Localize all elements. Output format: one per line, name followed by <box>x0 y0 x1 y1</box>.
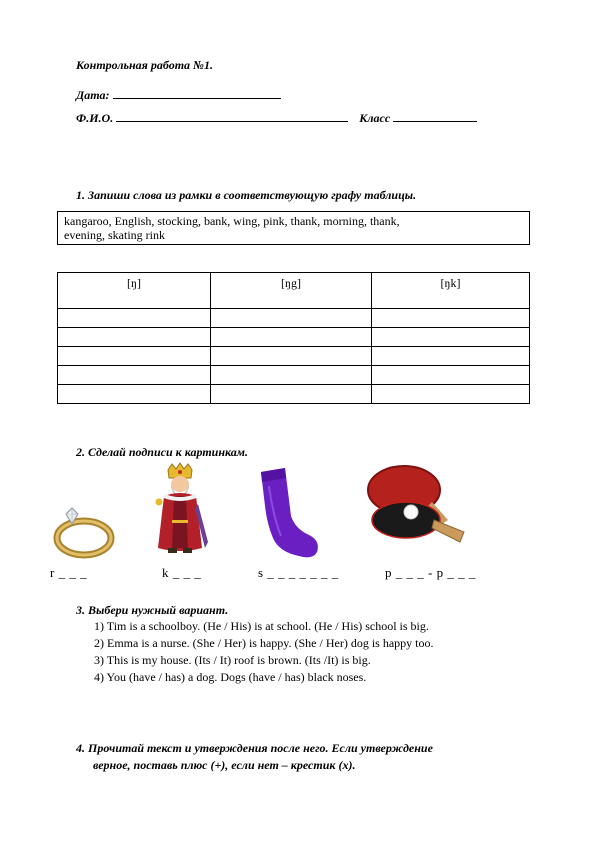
task4-heading-line-2: верное, поставь плюс (+), если нет – крестик (x). <box>93 758 356 772</box>
table-cell[interactable] <box>58 385 211 404</box>
class-label: Класс <box>359 111 391 125</box>
king-icon <box>150 462 212 558</box>
table-cell[interactable] <box>372 385 530 404</box>
table-cell[interactable] <box>372 347 530 366</box>
table-row <box>58 347 530 366</box>
table-row <box>58 309 530 328</box>
table-cell[interactable] <box>58 366 211 385</box>
date-label: Дата: <box>76 88 110 102</box>
worksheet-title: Контрольная работа №1. <box>76 58 214 72</box>
task4-heading <box>76 740 433 774</box>
ring-icon <box>52 500 118 562</box>
task4-heading-line-1: 4. Прочитай текст и утверждения после него. Если утверждение <box>76 741 433 755</box>
task2-heading: 2. Сделай подписи к картинкам. <box>76 445 249 459</box>
column-header: [ŋk] <box>372 273 530 309</box>
table-cell[interactable] <box>211 328 372 347</box>
task1-heading: 1. Запиши слова из рамки в соответствующую графу таблицы. <box>76 188 417 202</box>
table-cell[interactable] <box>211 347 372 366</box>
task3-list <box>94 618 434 686</box>
list-item: 3) This is my house. (Its / It) roof is brown. (Its /It) is big. <box>94 653 371 667</box>
list-item: 2) Emma is a nurse. (She / Her) is happy. (She / Her) dog is happy too. <box>94 636 434 650</box>
fio-field[interactable] <box>116 110 348 122</box>
name-class-row <box>76 110 477 126</box>
table-cell[interactable] <box>372 366 530 385</box>
table-cell[interactable] <box>58 347 211 366</box>
list-item: 1) Tim is a schoolboy. (He / His) is at school. (He / His) school is big. <box>94 619 429 633</box>
sorting-table <box>57 272 530 404</box>
table-header-row <box>58 273 530 309</box>
word-box <box>57 211 530 245</box>
task3-heading: 3. Выбери нужный вариант. <box>76 603 229 617</box>
caption-ping-pong: p _ _ _ - p _ _ _ <box>385 565 476 580</box>
class-field[interactable] <box>393 110 477 122</box>
table-row <box>58 366 530 385</box>
table-cell[interactable] <box>211 366 372 385</box>
column-header: [ŋg] <box>211 273 372 309</box>
list-item: 4) You (have / has) a dog. Dogs (have / has) black noses. <box>94 670 367 684</box>
word-box-line-2: evening, skating rink <box>64 228 165 242</box>
stocking-icon <box>255 466 325 560</box>
table-cell[interactable] <box>211 309 372 328</box>
column-header: [ŋ] <box>58 273 211 309</box>
caption-ring: r _ _ _ <box>50 565 88 580</box>
date-field[interactable] <box>113 87 281 99</box>
fio-label: Ф.И.О. <box>76 111 114 125</box>
table-cell[interactable] <box>58 328 211 347</box>
caption-king: k _ _ _ <box>162 565 202 580</box>
table-cell[interactable] <box>211 385 372 404</box>
date-row <box>76 87 281 103</box>
ping-pong-icon <box>364 462 474 546</box>
table-cell[interactable] <box>372 309 530 328</box>
caption-stocking: s _ _ _ _ _ _ _ <box>258 565 339 580</box>
table-row <box>58 385 530 404</box>
table-cell[interactable] <box>372 328 530 347</box>
word-box-line-1: kangaroo, English, stocking, bank, wing, pink, thank, morning, thank, <box>64 214 400 228</box>
table-row <box>58 328 530 347</box>
table-cell[interactable] <box>58 309 211 328</box>
